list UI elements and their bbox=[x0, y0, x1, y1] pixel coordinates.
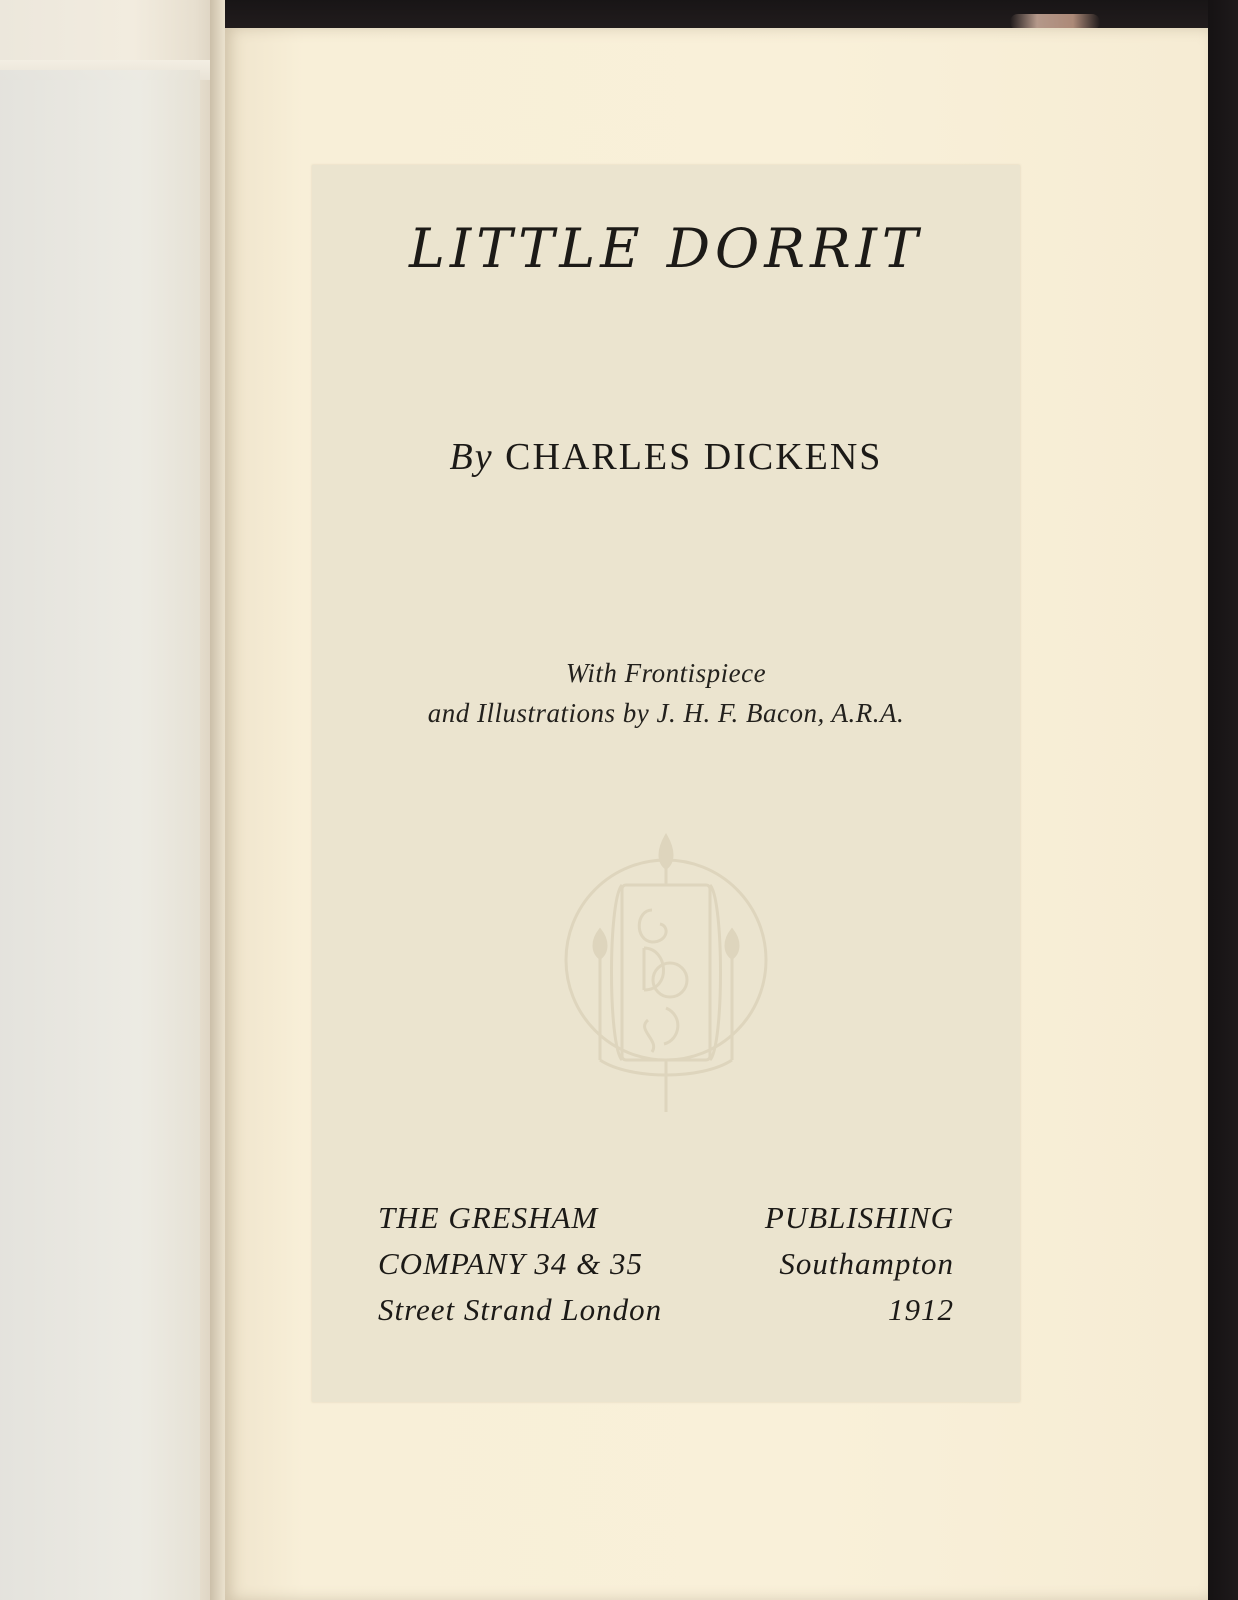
publisher-line-1 bbox=[378, 1195, 954, 1241]
illustrations-line-1: With Frontispiece bbox=[565, 658, 767, 688]
publication-year: 1912 bbox=[888, 1292, 954, 1327]
publisher-imprint bbox=[378, 1195, 954, 1333]
publisher-monogram-candle-icon bbox=[560, 830, 772, 1115]
publisher-line-2-left: COMPANY 34 & 35 bbox=[378, 1246, 644, 1281]
publisher-line-2-right: Southampton bbox=[779, 1246, 954, 1281]
author-name: CHARLES DICKENS bbox=[505, 436, 883, 478]
publisher-line-3 bbox=[378, 1287, 954, 1333]
author-by: By bbox=[449, 436, 494, 478]
illustrations-credit bbox=[312, 653, 1020, 733]
publisher-line-1-left: THE GRESHAM bbox=[378, 1200, 599, 1235]
publisher-line-1-right: PUBLISHING bbox=[764, 1200, 954, 1235]
left-page bbox=[0, 0, 222, 1600]
tissue-guard bbox=[0, 70, 200, 1600]
book-side-edge bbox=[1208, 0, 1238, 1600]
author-line bbox=[312, 435, 1020, 479]
title-panel bbox=[312, 165, 1020, 1402]
book-title: LITTLE DORRIT bbox=[409, 217, 923, 280]
publisher-line-2 bbox=[378, 1241, 954, 1287]
illustrations-line-2: and Illustrations by J. H. F. Bacon, A.R.A. bbox=[427, 698, 905, 728]
publisher-line-3-left: Street Strand London bbox=[378, 1292, 663, 1327]
